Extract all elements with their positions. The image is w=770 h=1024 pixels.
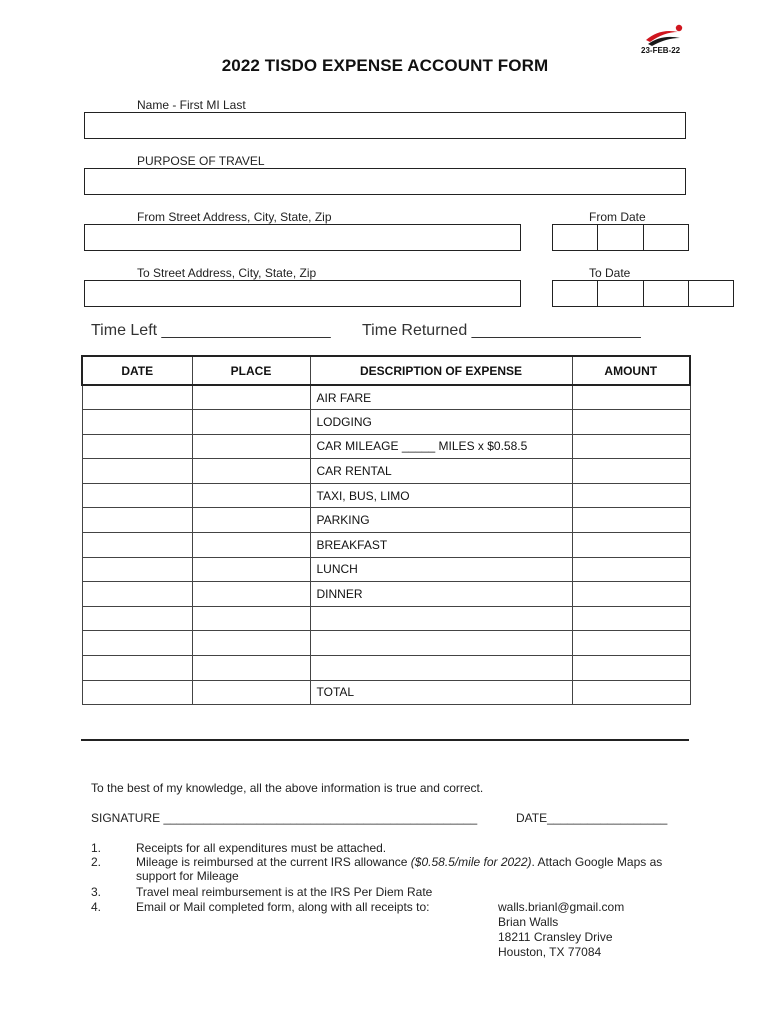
- date-cell[interactable]: [82, 680, 192, 705]
- place-cell[interactable]: [192, 483, 310, 508]
- place-cell[interactable]: [192, 385, 310, 410]
- to-date-cell-3[interactable]: [644, 281, 689, 306]
- table-row: [82, 508, 690, 533]
- amount-cell[interactable]: [572, 483, 690, 508]
- purpose-field[interactable]: [84, 168, 686, 195]
- place-cell[interactable]: [192, 680, 310, 705]
- date-cell[interactable]: [82, 508, 192, 533]
- amount-cell[interactable]: [572, 508, 690, 533]
- note-number: 4.: [91, 900, 102, 914]
- description-cell: TOTAL: [310, 680, 572, 705]
- certification-statement: To the best of my knowledge, all the above information is true and correct.: [91, 781, 484, 795]
- contact-email: walls.brianl@gmail.com: [498, 900, 625, 914]
- time-left-field[interactable]: Time Left ___________________: [91, 322, 331, 339]
- description-cell: [310, 656, 572, 681]
- date-cell[interactable]: [82, 606, 192, 631]
- contact-city: Houston, TX 77084: [498, 945, 602, 959]
- from-date-label: From Date: [589, 210, 646, 224]
- from-date-year-cell[interactable]: [644, 225, 688, 250]
- description-cell: [310, 631, 572, 656]
- place-cell[interactable]: [192, 557, 310, 582]
- description-cell: DINNER: [310, 582, 572, 607]
- from-date-day-cell[interactable]: [598, 225, 643, 250]
- date-cell[interactable]: [82, 557, 192, 582]
- note-number: 2.: [91, 855, 102, 869]
- date-cell[interactable]: [82, 459, 192, 484]
- note-meal: Travel meal reimbursement is at the IRS Per Diem Rate: [136, 885, 433, 899]
- column-header-place: PLACE: [192, 356, 310, 385]
- to-date-cell-1[interactable]: [553, 281, 598, 306]
- place-cell[interactable]: [192, 459, 310, 484]
- amount-cell[interactable]: [572, 606, 690, 631]
- form-date-code: 23-FEB-22: [641, 46, 681, 55]
- table-row: [82, 656, 690, 681]
- date-cell[interactable]: [82, 483, 192, 508]
- place-cell[interactable]: [192, 434, 310, 459]
- signature-line[interactable]: SIGNATURE _______________________________________________: [91, 811, 478, 825]
- table-row: [82, 557, 690, 582]
- to-date-field[interactable]: [552, 280, 734, 307]
- date-cell[interactable]: [82, 656, 192, 681]
- note-mileage-rate: ($0.58.5/mile for 2022): [410, 855, 532, 869]
- amount-cell[interactable]: [572, 459, 690, 484]
- column-header-amount: AMOUNT: [572, 356, 690, 385]
- description-cell: LUNCH: [310, 557, 572, 582]
- section-divider: [81, 739, 689, 741]
- place-cell[interactable]: [192, 410, 310, 435]
- table-row: [82, 680, 690, 705]
- note-receipts: Receipts for all expenditures must be attached.: [136, 841, 387, 855]
- amount-cell[interactable]: [572, 680, 690, 705]
- amount-cell[interactable]: [572, 582, 690, 607]
- date-cell[interactable]: [82, 533, 192, 558]
- expense-table: [81, 355, 691, 705]
- table-row: [82, 606, 690, 631]
- note-number: 1.: [91, 841, 102, 855]
- purpose-label: PURPOSE OF TRAVEL: [137, 154, 265, 168]
- date-cell[interactable]: [82, 410, 192, 435]
- place-cell[interactable]: [192, 631, 310, 656]
- tisdo-logo-icon: [644, 22, 684, 48]
- from-address-label: From Street Address, City, State, Zip: [137, 210, 332, 224]
- description-cell: LODGING: [310, 410, 572, 435]
- amount-cell[interactable]: [572, 533, 690, 558]
- note-mileage-text: Mileage is reimbursed at the current IRS allowance: [136, 855, 411, 869]
- amount-cell[interactable]: [572, 434, 690, 459]
- note-submit: Email or Mail completed form, along with all receipts to:: [136, 900, 430, 914]
- note-mileage-support: support for Mileage: [136, 869, 239, 883]
- place-cell[interactable]: [192, 606, 310, 631]
- time-returned-field[interactable]: Time Returned ___________________: [362, 322, 641, 339]
- description-cell: CAR MILEAGE _____ MILES x $0.58.5: [310, 434, 572, 459]
- table-row: [82, 434, 690, 459]
- description-cell: PARKING: [310, 508, 572, 533]
- table-row: [82, 459, 690, 484]
- place-cell[interactable]: [192, 533, 310, 558]
- name-field[interactable]: [84, 112, 686, 139]
- table-row: [82, 631, 690, 656]
- contact-name: Brian Walls: [498, 915, 559, 929]
- table-row: [82, 582, 690, 607]
- column-header-description: DESCRIPTION OF EXPENSE: [310, 356, 572, 385]
- from-date-month-cell[interactable]: [553, 225, 598, 250]
- contact-street: 18211 Cransley Drive: [498, 930, 613, 944]
- note-number: 3.: [91, 885, 102, 899]
- name-label: Name - First MI Last: [137, 98, 246, 112]
- description-cell: [310, 606, 572, 631]
- from-date-field[interactable]: [552, 224, 689, 251]
- table-header-row: [82, 356, 690, 385]
- amount-cell[interactable]: [572, 656, 690, 681]
- page-title: 2022 TISDO EXPENSE ACCOUNT FORM: [221, 56, 549, 75]
- date-cell[interactable]: [82, 434, 192, 459]
- from-address-field[interactable]: [84, 224, 521, 251]
- to-date-cell-4[interactable]: [689, 281, 733, 306]
- to-date-label: To Date: [589, 266, 631, 280]
- date-cell[interactable]: [82, 582, 192, 607]
- to-address-label: To Street Address, City, State, Zip: [137, 266, 317, 280]
- note-mileage-text-end: . Attach Google Maps as: [531, 855, 663, 869]
- amount-cell[interactable]: [572, 385, 690, 410]
- description-cell: BREAKFAST: [310, 533, 572, 558]
- note-mileage: [136, 855, 696, 869]
- to-address-field[interactable]: [84, 280, 521, 307]
- description-cell: CAR RENTAL: [310, 459, 572, 484]
- table-row: [82, 410, 690, 435]
- table-row: [82, 533, 690, 558]
- date-cell[interactable]: [82, 385, 192, 410]
- amount-cell[interactable]: [572, 410, 690, 435]
- description-cell: TAXI, BUS, LIMO: [310, 483, 572, 508]
- place-cell[interactable]: [192, 508, 310, 533]
- place-cell[interactable]: [192, 656, 310, 681]
- place-cell[interactable]: [192, 582, 310, 607]
- description-cell: AIR FARE: [310, 385, 572, 410]
- amount-cell[interactable]: [572, 557, 690, 582]
- date-cell[interactable]: [82, 631, 192, 656]
- signature-date-line[interactable]: DATE__________________: [516, 811, 668, 825]
- table-row: [82, 385, 690, 410]
- amount-cell[interactable]: [572, 631, 690, 656]
- to-date-cell-2[interactable]: [598, 281, 643, 306]
- table-row: [82, 483, 690, 508]
- column-header-date: DATE: [82, 356, 192, 385]
